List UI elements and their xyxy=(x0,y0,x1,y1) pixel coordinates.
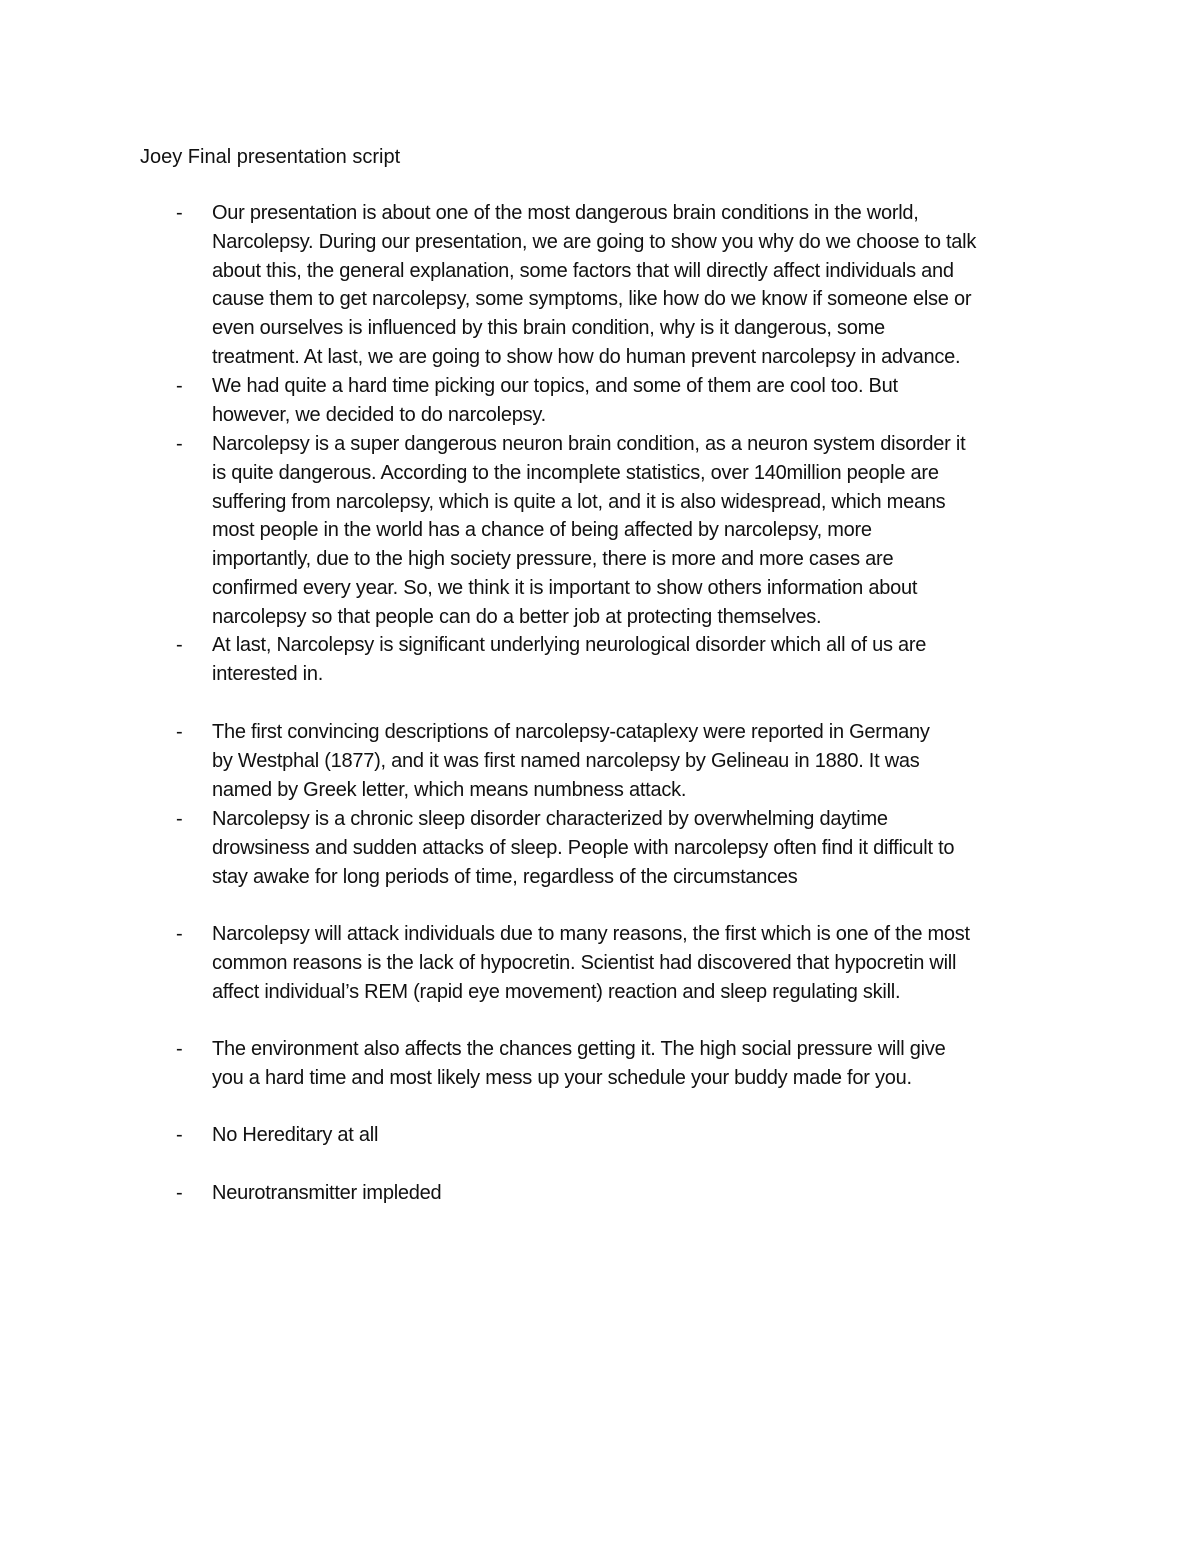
text-line: The environment also affects the chances getting it. The high social pressure will give xyxy=(212,1038,946,1060)
text-line: suffering from narcolepsy, which is quite a lot, and it is also widespread, which means xyxy=(212,490,946,513)
bullet-text xyxy=(212,199,1092,372)
bullet-text xyxy=(212,1035,1092,1093)
text-line: Narcolepsy is a chronic sleep disorder characterized by overwhelming daytime xyxy=(212,808,888,830)
text-line: is quite dangerous. According to the incomplete statistics, over 140million people are xyxy=(212,461,939,484)
bullet-text xyxy=(212,718,1092,804)
text-line: Narcolepsy is a super dangerous neuron brain condition, as a neuron system disorder it xyxy=(212,433,966,455)
text-line: Neurotransmitter impleded xyxy=(212,1182,442,1204)
text-line: cause them to get narcolepsy, some symptoms, like how do we know if someone else or xyxy=(212,288,972,311)
text-line: confirmed every year. So, we think it is important to show others information about xyxy=(212,576,918,599)
text-line: Our presentation is about one of the most dangerous brain conditions in the world, xyxy=(212,202,919,224)
bullet-text xyxy=(212,1121,1092,1150)
text-line: interested in. xyxy=(212,662,324,685)
bullet-dash: - xyxy=(176,923,183,945)
text-line: drowsiness and sudden attacks of sleep. People with narcolepsy often find it difficult to xyxy=(212,836,955,859)
bullet-text xyxy=(212,430,1092,632)
text-line: stay awake for long periods of time, regardless of the circumstances xyxy=(212,865,798,888)
text-line: named by Greek letter, which means numbness attack. xyxy=(212,778,687,801)
bullet-dash: - xyxy=(176,375,183,397)
text-line: No Hereditary at all xyxy=(212,1124,379,1146)
bullet-text xyxy=(212,372,1092,430)
text-line: by Westphal (1877), and it was first named narcolepsy by Gelineau in 1880. It was xyxy=(212,749,920,772)
text-line: even ourselves is influenced by this brain condition, why is it dangerous, some xyxy=(212,317,885,340)
text-line: Narcolepsy will attack individuals due to many reasons, the first which is one of the most xyxy=(212,923,970,945)
text-line: however, we decided to do narcolepsy. xyxy=(212,403,546,426)
text-line: about this, the general explanation, some factors that will directly affect individuals and xyxy=(212,259,954,282)
text-line: We had quite a hard time picking our topics, and some of them are cool too. But xyxy=(212,375,898,397)
document-title: Joey Final presentation script xyxy=(140,146,401,168)
text-line: narcolepsy so that people can do a better job at protecting themselves. xyxy=(212,605,822,628)
text-line: At last, Narcolepsy is significant underlying neurological disorder which all of us are xyxy=(212,634,927,656)
bullet-dash: - xyxy=(176,1124,183,1146)
bullet-dash: - xyxy=(176,1182,183,1204)
text-line: Narcolepsy. During our presentation, we are going to show you why do we choose to talk xyxy=(212,230,977,253)
bullet-text xyxy=(212,1179,1092,1208)
bullet-text xyxy=(212,805,1092,891)
text-line: common reasons is the lack of hypocretin. Scientist had discovered that hypocretin will xyxy=(212,951,957,974)
text-line: The first convincing descriptions of narcolepsy-cataplexy were reported in Germany xyxy=(212,721,930,743)
text-line: treatment. At last, we are going to show how do human prevent narcolepsy in advance. xyxy=(212,345,961,368)
bullet-dash: - xyxy=(176,202,183,224)
bullet-text xyxy=(212,920,1092,1006)
bullet-dash: - xyxy=(176,808,183,830)
bullet-dash: - xyxy=(176,634,183,656)
bullet-dash: - xyxy=(176,433,183,455)
text-line: affect individual’s REM (rapid eye movement) reaction and sleep regulating skill. xyxy=(212,980,901,1003)
text-line: importantly, due to the high society pressure, there is more and more cases are xyxy=(212,548,894,571)
text-line: you a hard time and most likely mess up your schedule your buddy made for you. xyxy=(212,1066,912,1089)
text-line: most people in the world has a chance of being affected by narcolepsy, more xyxy=(212,519,872,542)
bullet-dash: - xyxy=(176,1038,183,1060)
bullet-text xyxy=(212,631,1092,689)
bullet-dash: - xyxy=(176,721,183,743)
